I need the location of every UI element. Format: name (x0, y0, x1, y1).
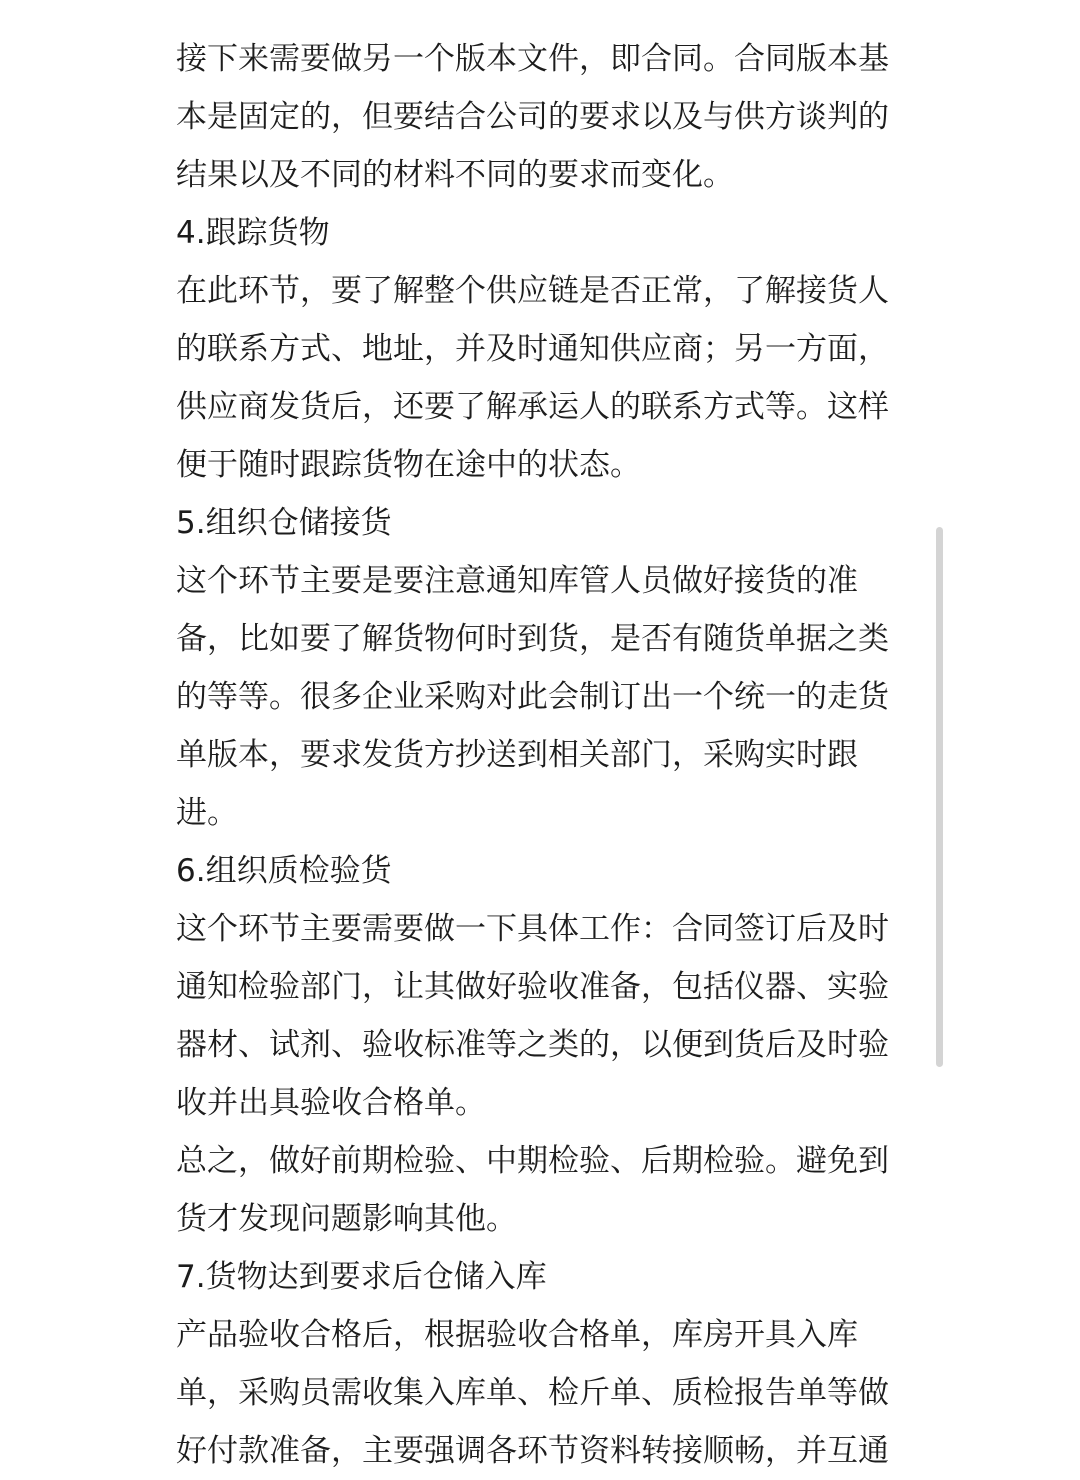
text-line: 产品验收合格后，根据验收合格单，库房开具入库 (176, 1317, 858, 1353)
text-line: 货才发现问题影响其他。 (176, 1201, 517, 1237)
text-line: 通知检验部门，让其做好验收准备，包括仪器、实验 (176, 969, 889, 1005)
text-line: 接下来需要做另一个版本文件，即合同。合同版本基 (176, 41, 889, 77)
text-line: 进。 (176, 795, 238, 831)
text-line: 的联系方式、地址，并及时通知供应商；另一方面， (176, 331, 889, 367)
text-line: 好付款准备，主要强调各环节资料转接顺畅，并互通 (176, 1433, 889, 1469)
text-line: 收并出具验收合格单。 (176, 1085, 486, 1121)
section-heading: 4.跟踪货物 (176, 215, 330, 251)
text-line: 的等等。很多企业采购对此会制订出一个统一的走货 (176, 679, 889, 715)
text-line: 备，比如要了解货物何时到货，是否有随货单据之类 (176, 621, 889, 657)
section-heading: 7.货物达到要求后仓储入库 (176, 1259, 547, 1295)
text-line: 单，采购员需收集入库单、检斤单、质检报告单等做 (176, 1375, 889, 1411)
text-line: 便于随时跟踪货物在途中的状态。 (176, 447, 641, 483)
text-line: 总之，做好前期检验、中期检验、后期检验。避免到 (176, 1143, 889, 1179)
text-line: 这个环节主要是要注意通知库管人员做好接货的准 (176, 563, 858, 599)
scrollbar-thumb[interactable] (936, 527, 943, 1067)
text-line: 结果以及不同的材料不同的要求而变化。 (176, 157, 734, 193)
text-line: 在此环节，要了解整个供应链是否正常，了解接货人 (176, 273, 889, 309)
text-line: 器材、试剂、验收标准等之类的，以便到货后及时验 (176, 1027, 889, 1063)
section-heading: 6.组织质检验货 (176, 853, 392, 889)
text-line: 供应商发货后，还要了解承运人的联系方式等。这样 (176, 389, 889, 425)
text-line: 本是固定的，但要结合公司的要求以及与供方谈判的 (176, 99, 889, 135)
text-line: 这个环节主要需要做一下具体工作：合同签订后及时 (176, 911, 889, 947)
text-line: 单版本，要求发货方抄送到相关部门，采购实时跟 (176, 737, 858, 773)
section-heading: 5.组织仓储接货 (176, 505, 392, 541)
document-body (176, 30, 906, 1480)
